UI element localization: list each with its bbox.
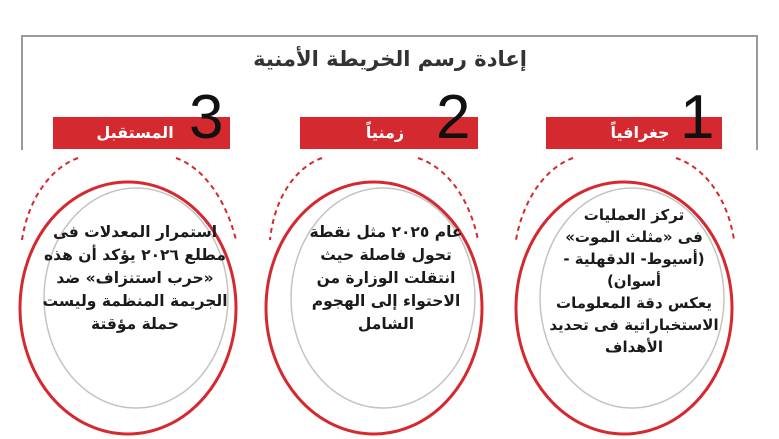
column-text-1-line: (أسيوط- الدقهلية - أسوان) xyxy=(563,250,705,290)
column-text-3-line: استمرار المعدلات فى xyxy=(52,223,218,241)
column-label-3: المستقبل xyxy=(96,123,174,142)
column-number-2: 2 xyxy=(436,83,471,152)
column-text-1 xyxy=(536,204,732,358)
column-text-2-line: عام ٢٠٢٥ مثل نقطة xyxy=(309,223,463,241)
column-label-2: زمنياً xyxy=(365,123,405,142)
column-text-2-line: تحول فاصلة حيث xyxy=(320,246,452,264)
column-text-3 xyxy=(40,221,230,336)
column-number-1: 1 xyxy=(680,83,715,152)
column-text-2-line: الاحتواء إلى الهجوم xyxy=(311,292,461,310)
column-label-1: جغرافياً xyxy=(610,123,670,142)
column-text-1-line: يعكس دقة المعلومات xyxy=(556,294,712,312)
column-text-1-line: الأهداف xyxy=(605,338,663,356)
page-title: إعادة رسم الخريطة الأمنية xyxy=(200,47,580,71)
column-text-1-line: تركز العمليات xyxy=(583,206,685,224)
column-text-3-line: مطلع ٢٠٢٦ يؤكد أن هذه xyxy=(44,246,226,264)
column-text-3-line: حملة مؤقتة xyxy=(91,315,179,333)
column-text-3-line: «حرب استنزاف» ضد xyxy=(56,269,214,287)
column-text-2 xyxy=(296,221,476,336)
column-text-2-line: الشامل xyxy=(357,315,415,333)
column-text-1-line: فى «مثلث الموت» xyxy=(565,228,703,246)
column-number-3: 3 xyxy=(189,83,224,152)
column-text-1-line: الاستخباراتية فى تحديد xyxy=(549,316,719,334)
column-text-3-line: الجريمة المنظمة وليست xyxy=(42,292,228,310)
column-text-2-line: انتقلت الوزارة من xyxy=(316,269,456,287)
